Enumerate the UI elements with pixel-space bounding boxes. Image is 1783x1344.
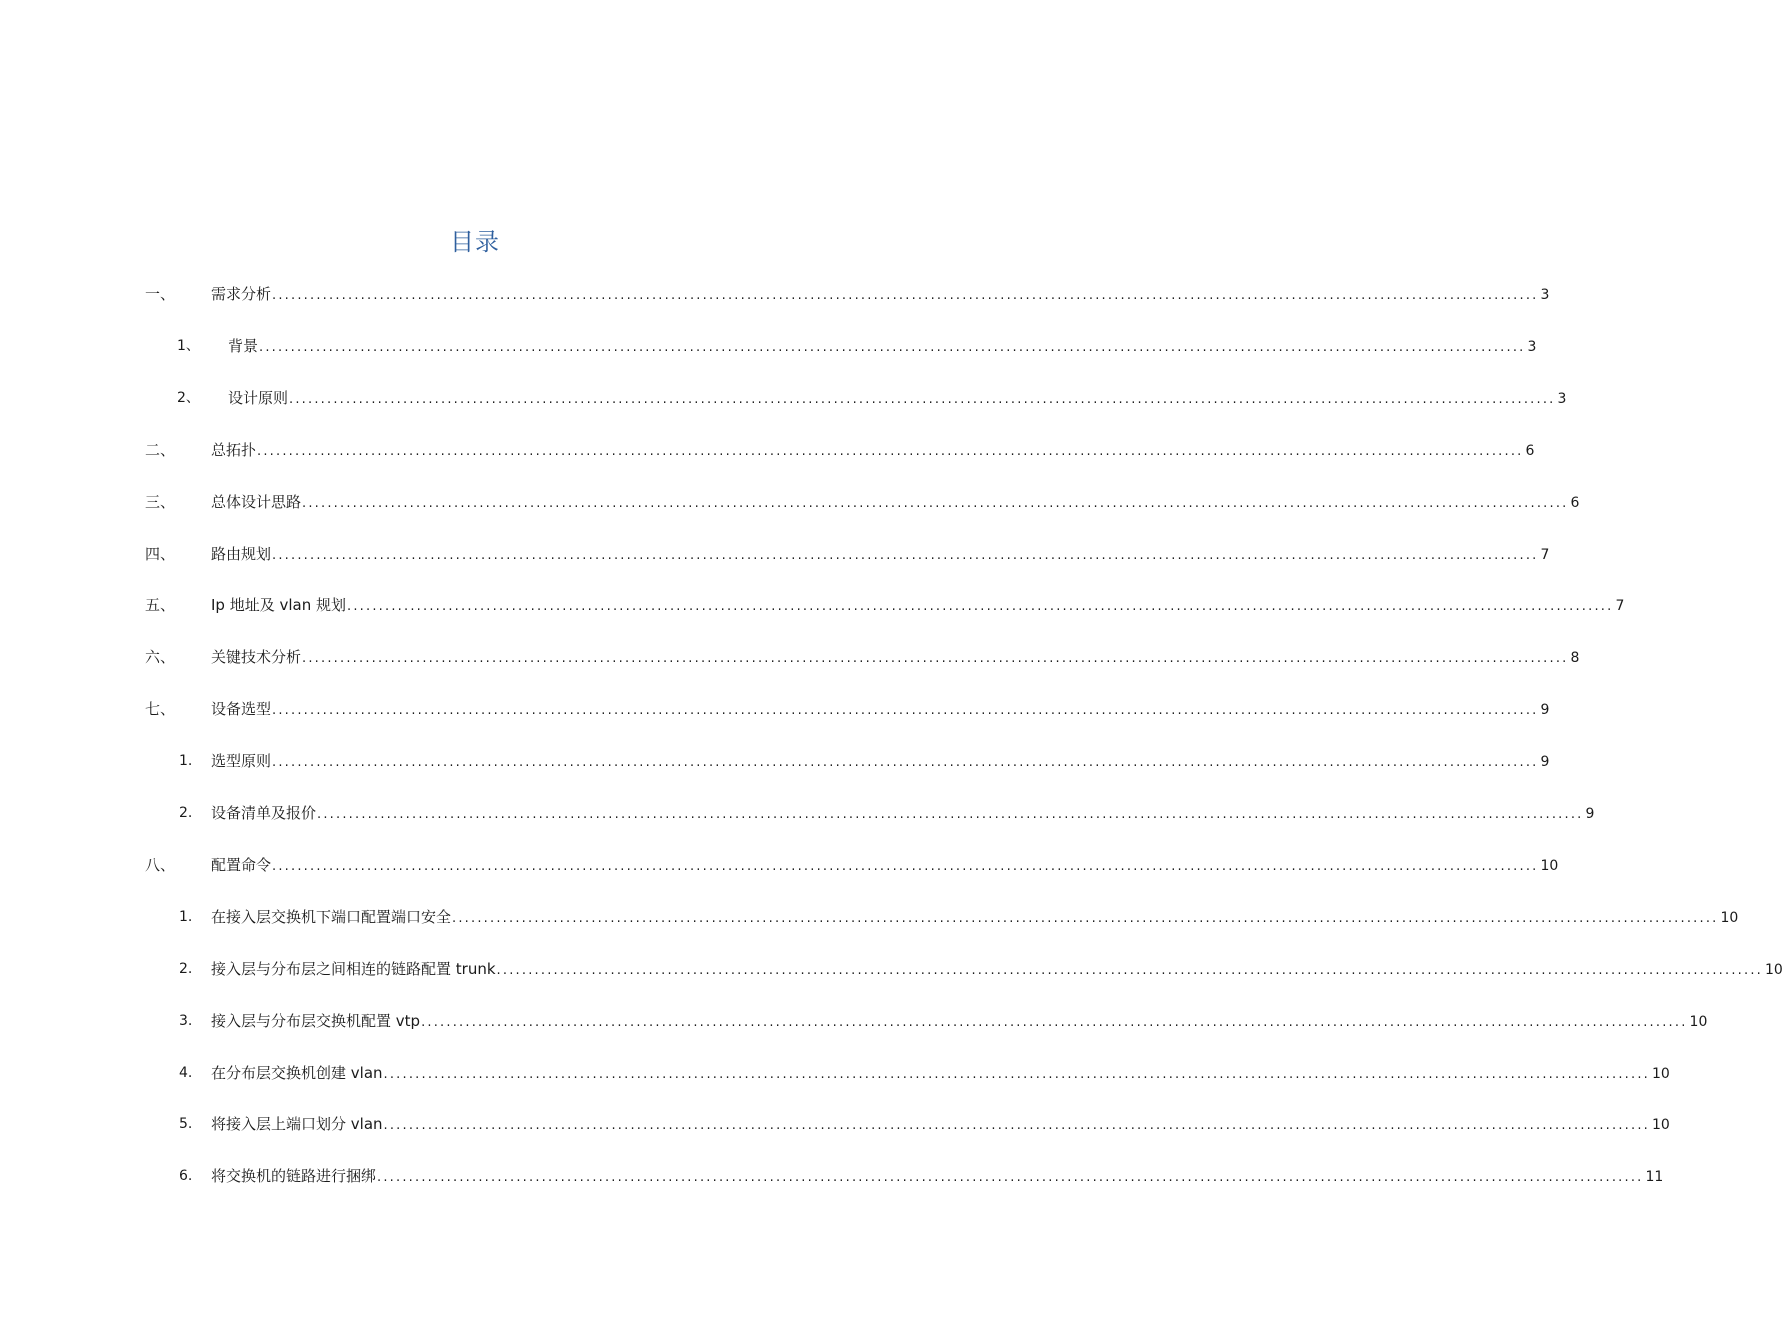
toc-dot-leader: ........................................................................................................................................................................................................ — [272, 548, 1539, 563]
toc-entry-label: 背景 — [228, 337, 259, 355]
toc-entry-number: 七、 — [145, 700, 176, 718]
toc-entry-label: 在接入层交换机下端口配置端口安全 — [211, 908, 452, 926]
toc-entry-number: 2、 — [177, 390, 200, 406]
toc-entry-body — [211, 801, 1595, 827]
toc-dot-leader: ........................................................................................................................................................................................................ — [272, 703, 1539, 718]
toc-entry-label: 设备清单及报价 — [211, 804, 317, 822]
toc-entry-label: 总拓扑 — [211, 441, 257, 459]
toc-dot-leader: ........................................................................................................................................................................................................ — [496, 963, 1763, 978]
toc-dot-leader: ........................................................................................................................................................................................................ — [272, 755, 1539, 770]
toc-entry-label: 设计原则 — [228, 389, 289, 407]
toc-entry[interactable] — [0, 386, 1567, 410]
toc-dot-leader: ........................................................................................................................................................................................................ — [257, 444, 1524, 459]
toc-entry[interactable] — [0, 490, 1580, 514]
toc-entry-label: 接入层与分布层之间相连的链路配置 trunk — [211, 960, 496, 978]
toc-dot-leader: ........................................................................................................................................................................................................ — [421, 1015, 1688, 1030]
toc-entry[interactable] — [0, 334, 1537, 358]
toc-entry-page-number: 10 — [1651, 1117, 1670, 1133]
toc-entry-page-number: 3 — [1540, 287, 1550, 303]
toc-entry-label: 在分布层交换机创建 vlan — [211, 1064, 383, 1082]
toc-entry-page-number: 8 — [1570, 650, 1580, 666]
toc-entry-number: 1、 — [177, 338, 200, 354]
toc-entry-page-number: 9 — [1540, 754, 1550, 770]
toc-dot-leader: ........................................................................................................................................................................................................ — [272, 288, 1539, 303]
toc-entry-body — [211, 957, 1783, 983]
toc-entry-number: 2. — [179, 961, 193, 977]
toc-entry[interactable] — [0, 853, 1559, 877]
toc-entry-body — [211, 1112, 1670, 1138]
toc-entry-label: 总体设计思路 — [211, 493, 302, 511]
toc-entry-page-number: 3 — [1557, 391, 1567, 407]
toc-entry-body — [211, 1164, 1664, 1190]
toc-entry-number: 3. — [179, 1013, 193, 1029]
toc-dot-leader: ........................................................................................................................................................................................................ — [317, 807, 1584, 822]
toc-entry-label: 配置命令 — [211, 856, 272, 874]
toc-dot-leader: ........................................................................................................................................................................................................ — [452, 911, 1719, 926]
toc-entry[interactable] — [0, 697, 1550, 721]
toc-entry-label: 将接入层上端口划分 vlan — [211, 1115, 383, 1133]
toc-entry[interactable] — [0, 645, 1580, 669]
toc-entry[interactable] — [0, 1061, 1670, 1085]
toc-entry-page-number: 9 — [1585, 806, 1595, 822]
toc-entry-number: 八、 — [145, 856, 176, 874]
toc-entry-label: 接入层与分布层交换机配置 vtp — [211, 1012, 421, 1030]
toc-entry[interactable] — [0, 957, 1783, 981]
toc-entry-label: 将交换机的链路进行捆绑 — [211, 1167, 377, 1185]
toc-entry-body — [211, 1009, 1708, 1035]
toc-entry[interactable] — [0, 1164, 1664, 1188]
toc-entry-label: 设备选型 — [211, 700, 272, 718]
toc-dot-leader: ........................................................................................................................................................................................................ — [289, 392, 1556, 407]
toc-entry-page-number: 7 — [1615, 598, 1625, 614]
toc-entry-body — [211, 542, 1550, 568]
toc-entry[interactable] — [0, 593, 1625, 617]
toc-entry-label: 关键技术分析 — [211, 648, 302, 666]
toc-entry-number: 1. — [179, 753, 193, 769]
toc-entry-number: 4. — [179, 1065, 193, 1081]
toc-entry-number: 五、 — [145, 596, 176, 614]
toc-entry-page-number: 10 — [1765, 962, 1783, 978]
toc-entry-number: 三、 — [145, 493, 176, 511]
toc-entry-number: 二、 — [145, 441, 176, 459]
toc-dot-leader: ........................................................................................................................................................................................................ — [272, 859, 1539, 874]
toc-entry[interactable] — [0, 1112, 1670, 1136]
toc-entry-page-number: 9 — [1540, 702, 1550, 718]
toc-entry[interactable] — [0, 282, 1550, 306]
toc-entry-number: 6. — [179, 1168, 193, 1184]
toc-entry[interactable] — [0, 542, 1550, 566]
toc-dot-leader: ........................................................................................................................................................................................................ — [302, 651, 1569, 666]
toc-entry-page-number: 10 — [1651, 1066, 1670, 1082]
toc-entry-body — [211, 282, 1550, 308]
toc-entry-page-number: 7 — [1540, 547, 1550, 563]
toc-entry-page-number: 3 — [1527, 339, 1537, 355]
toc-entry-body — [211, 905, 1739, 931]
toc-entry-page-number: 6 — [1525, 443, 1535, 459]
toc-entry-body — [211, 853, 1559, 879]
toc-entry-number: 1. — [179, 909, 193, 925]
toc-entry-body — [211, 490, 1580, 516]
toc-entry-label: Ip 地址及 vlan 规划 — [211, 596, 346, 614]
toc-entry-body — [211, 697, 1550, 723]
toc-entry-page-number: 11 — [1645, 1169, 1664, 1185]
toc-entry-page-number: 6 — [1570, 495, 1580, 511]
toc-entry-body — [211, 749, 1550, 775]
toc-title: 目录 — [450, 228, 500, 256]
toc-entry-label: 需求分析 — [211, 285, 272, 303]
toc-entry-body — [211, 1061, 1670, 1087]
toc-entry-body — [211, 593, 1625, 619]
toc-dot-leader: ........................................................................................................................................................................................................ — [377, 1170, 1644, 1185]
toc-entry[interactable] — [0, 749, 1550, 773]
toc-entry[interactable] — [0, 1009, 1708, 1033]
toc-entry-page-number: 10 — [1689, 1014, 1708, 1030]
toc-dot-leader: ........................................................................................................................................................................................................ — [347, 599, 1614, 614]
toc-entry-body — [228, 386, 1567, 412]
toc-dot-leader: ........................................................................................................................................................................................................ — [259, 340, 1526, 355]
toc-entry-body — [211, 438, 1535, 464]
toc-entry-number: 六、 — [145, 648, 176, 666]
toc-dot-leader: ........................................................................................................................................................................................................ — [302, 496, 1569, 511]
toc-entry-number: 一、 — [145, 285, 176, 303]
toc-entry[interactable] — [0, 801, 1595, 825]
toc-entry-body — [228, 334, 1537, 360]
toc-entry-number: 5. — [179, 1116, 193, 1132]
toc-dot-leader: ........................................................................................................................................................................................................ — [383, 1067, 1650, 1082]
toc-entry-label: 选型原则 — [211, 752, 272, 770]
toc-entry[interactable] — [0, 438, 1535, 462]
toc-entry-number: 四、 — [145, 545, 176, 563]
toc-entry[interactable] — [0, 905, 1739, 929]
toc-entry-number: 2. — [179, 805, 193, 821]
toc-entry-label: 路由规划 — [211, 545, 272, 563]
toc-entry-page-number: 10 — [1720, 910, 1739, 926]
toc-dot-leader: ........................................................................................................................................................................................................ — [383, 1118, 1650, 1133]
toc-entry-page-number: 10 — [1540, 858, 1559, 874]
toc-entry-body — [211, 645, 1580, 671]
